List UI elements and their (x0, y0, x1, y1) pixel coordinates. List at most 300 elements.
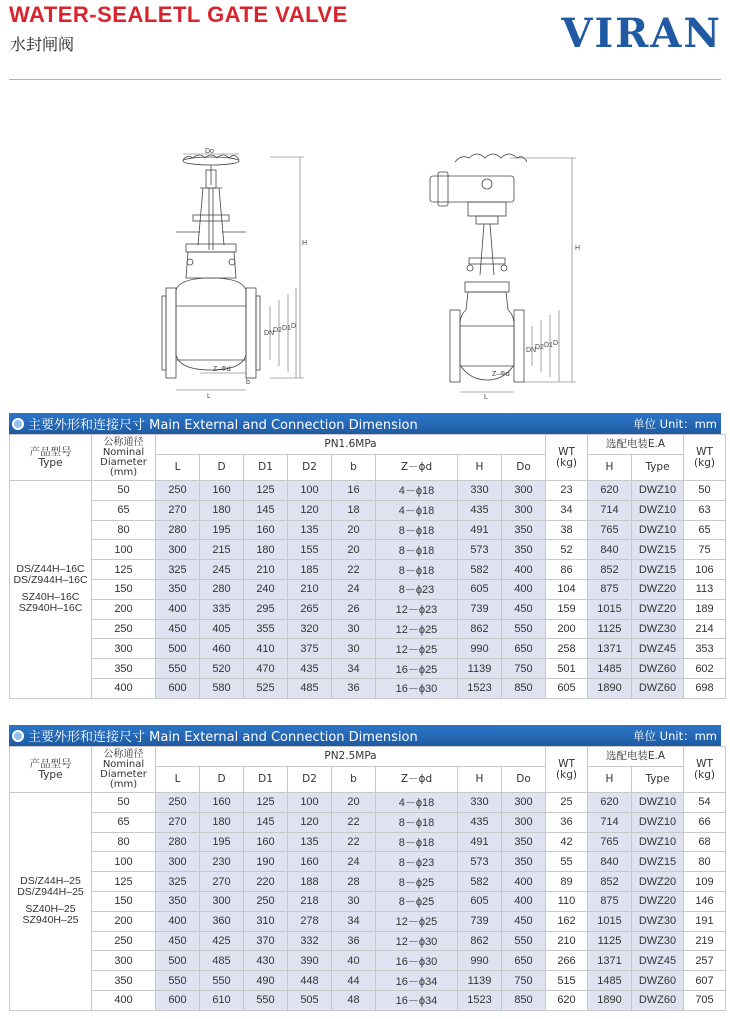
col-dn-dn_zh: 公称通径 (103, 436, 144, 448)
table-cell: 12－ϕ23 (376, 599, 458, 619)
table-row (10, 599, 726, 619)
table-cell: 450 (502, 599, 546, 619)
table-cell: 852 (588, 560, 632, 580)
col-weight2-label: WT (696, 757, 713, 770)
table-cell: 16－ϕ34 (376, 990, 458, 1010)
col-dn-dn_en2: Diameter (100, 768, 147, 780)
col-weight2-label: WT (696, 445, 713, 458)
col-act-1: Type (632, 455, 684, 481)
table-cell: 280 (156, 520, 200, 540)
table-cell: 573 (458, 852, 502, 872)
table-cell: 525 (244, 678, 288, 698)
table-cell: 8－ϕ18 (376, 560, 458, 580)
type-line: DS/Z44H–25 (20, 875, 81, 888)
table-cell: 270 (156, 500, 200, 520)
col-weight (546, 435, 588, 481)
table-cell: 230 (200, 852, 244, 872)
table-cell: 605 (546, 678, 588, 698)
table-cell: 435 (458, 500, 502, 520)
table-cell: 320 (288, 619, 332, 639)
table-cell: 400 (502, 560, 546, 580)
table-cell: 714 (588, 500, 632, 520)
table-cell: 219 (684, 931, 726, 951)
type-line: SZ40H–25 (25, 903, 76, 916)
col-dim-6: H (458, 767, 502, 793)
info-circle-icon (12, 418, 24, 430)
table-cell: 54 (684, 793, 726, 813)
type-line: DS/Z44H–16C (16, 563, 85, 576)
table-row (10, 971, 726, 991)
table-row (10, 911, 726, 931)
table-cell: 739 (458, 911, 502, 931)
table-cell: DWZ30 (632, 931, 684, 951)
col-weight-actuated (684, 435, 726, 481)
table-cell: 104 (546, 579, 588, 599)
table-cell: 1523 (458, 990, 502, 1010)
table-cell: 490 (244, 971, 288, 991)
table-cell: 698 (684, 678, 726, 698)
dimension-table-pn25 (9, 725, 721, 1011)
table-cell: 505 (288, 990, 332, 1010)
table-cell: 501 (546, 659, 588, 679)
table-cell: 55 (546, 852, 588, 872)
table-cell: 400 (502, 872, 546, 892)
table-cell: 4－ϕ18 (376, 793, 458, 813)
table-cell: 550 (502, 619, 546, 639)
table-cell: 605 (458, 891, 502, 911)
type-line: SZ940H–16C (18, 602, 83, 615)
table-cell: 195 (200, 832, 244, 852)
table-cell: 75 (684, 540, 726, 560)
table-cell: 155 (288, 540, 332, 560)
table-cell: 50 (92, 481, 156, 501)
table-cell: 30 (332, 619, 376, 639)
table-cell: 1015 (588, 599, 632, 619)
label-do: Do (205, 148, 214, 155)
table-cell: 20 (332, 540, 376, 560)
table-cell: 400 (92, 990, 156, 1010)
table-cell: 491 (458, 832, 502, 852)
table-cell: 607 (684, 971, 726, 991)
header-row (10, 435, 726, 455)
table-cell: 610 (200, 990, 244, 1010)
table-row (10, 639, 726, 659)
col-act-0: H (588, 455, 632, 481)
table-cell: 185 (288, 560, 332, 580)
col-type (10, 747, 92, 793)
table-cell: 850 (502, 678, 546, 698)
table-cell: 300 (156, 540, 200, 560)
table-cell: 125 (244, 793, 288, 813)
col-nominal-diameter (92, 435, 156, 481)
table-row (10, 520, 726, 540)
table-cell: 135 (288, 520, 332, 540)
table-cell: 16 (332, 481, 376, 501)
table-cell: 425 (200, 931, 244, 951)
info-circle-icon (12, 730, 24, 742)
table-cell: 250 (156, 481, 200, 501)
table-cell: 400 (156, 911, 200, 931)
table-cell: 280 (156, 832, 200, 852)
table-cell: 1015 (588, 911, 632, 931)
table-cell: 300 (502, 500, 546, 520)
table-cell: 620 (588, 793, 632, 813)
col-dim-7: Do (502, 455, 546, 481)
table-cell: DWZ45 (632, 951, 684, 971)
table-cell: 38 (546, 520, 588, 540)
col-type-zh: 产品型号 (29, 757, 72, 770)
col-dn-dn_unit: (mm) (109, 466, 138, 478)
col-act-0: H (588, 767, 632, 793)
table-cell: 8－ϕ18 (376, 832, 458, 852)
table-cell: 48 (332, 990, 376, 1010)
table-cell: 25 (546, 793, 588, 813)
table-row (10, 560, 726, 580)
table-cell: DWZ20 (632, 891, 684, 911)
table-row (10, 812, 726, 832)
table-cell: 448 (288, 971, 332, 991)
table-cell: 80 (92, 832, 156, 852)
table-cell: 8－ϕ23 (376, 579, 458, 599)
table-cell: 405 (200, 619, 244, 639)
table-cell: 705 (684, 990, 726, 1010)
col-dim-3: D2 (288, 455, 332, 481)
table-cell: 520 (200, 659, 244, 679)
table-cell: 739 (458, 599, 502, 619)
table-cell: 990 (458, 639, 502, 659)
table-cell: 52 (546, 540, 588, 560)
table-cell: 295 (244, 599, 288, 619)
table-cell: 410 (244, 639, 288, 659)
table-cell: DWZ60 (632, 971, 684, 991)
col-type-en: Type (38, 456, 63, 469)
table-cell: DWZ20 (632, 599, 684, 619)
col-weight-label: WT (558, 757, 575, 770)
table-cell: 350 (502, 540, 546, 560)
type-cell (10, 793, 92, 1011)
table-cell: 765 (588, 832, 632, 852)
table-cell: 470 (244, 659, 288, 679)
table-cell: 8－ϕ23 (376, 852, 458, 872)
table-unit: 单位 Unit：mm (633, 728, 717, 743)
table-cell: 400 (92, 678, 156, 698)
table-cell: DWZ10 (632, 832, 684, 852)
table-cell: 100 (288, 793, 332, 813)
col-pressure: PN1.6MPa (156, 435, 546, 455)
col-dim-2: D1 (244, 767, 288, 793)
col-nominal-diameter (92, 747, 156, 793)
table-row (10, 872, 726, 892)
table-cell: 145 (244, 812, 288, 832)
label-d-2: D (553, 340, 559, 347)
col-type (10, 435, 92, 481)
table-cell: 245 (200, 560, 244, 580)
table-cell: 36 (546, 812, 588, 832)
table-row (10, 832, 726, 852)
table-cell: 191 (684, 911, 726, 931)
table-cell: 270 (200, 872, 244, 892)
table-cell: 160 (200, 481, 244, 501)
table-row (10, 619, 726, 639)
table-cell: 840 (588, 852, 632, 872)
dimension-table (9, 746, 726, 1011)
table-cell: 113 (684, 579, 726, 599)
table-cell: 1485 (588, 659, 632, 679)
product-title-zh: 水封闸阀 (10, 35, 75, 54)
table-cell: 620 (588, 481, 632, 501)
table-cell: 26 (332, 599, 376, 619)
table-cell: 215 (200, 540, 244, 560)
table-cell: 280 (200, 579, 244, 599)
table-row (10, 951, 726, 971)
table-cell: 30 (332, 639, 376, 659)
col-dim-6: H (458, 455, 502, 481)
table-cell: DWZ30 (632, 911, 684, 931)
table-title-bar (9, 725, 721, 746)
table-cell: DWZ60 (632, 990, 684, 1010)
label-l: L (207, 393, 211, 400)
table-cell: 240 (244, 579, 288, 599)
table-cell: 1125 (588, 619, 632, 639)
label-h-2: H (575, 245, 581, 252)
table-cell: 214 (684, 619, 726, 639)
col-weight2-unit: (kg) (694, 768, 715, 781)
col-type-en: Type (38, 768, 63, 781)
table-cell: 65 (684, 520, 726, 540)
table-cell: 20 (332, 793, 376, 813)
table-cell: 650 (502, 951, 546, 971)
table-cell: 150 (92, 891, 156, 911)
label-d1: D1 (282, 325, 291, 332)
table-cell: 188 (288, 872, 332, 892)
table-cell: 23 (546, 481, 588, 501)
table-cell: 750 (502, 971, 546, 991)
table-cell: 300 (156, 852, 200, 872)
table-cell: 89 (546, 872, 588, 892)
table-cell: 485 (200, 951, 244, 971)
table-cell: 350 (502, 852, 546, 872)
table-cell: 36 (332, 678, 376, 698)
table-cell: 22 (332, 560, 376, 580)
table-cell: 300 (92, 639, 156, 659)
table-cell: 34 (546, 500, 588, 520)
table-cell: DWZ10 (632, 481, 684, 501)
table-cell: DWZ10 (632, 812, 684, 832)
col-type-zh: 产品型号 (29, 445, 72, 458)
table-cell: 332 (288, 931, 332, 951)
table-cell: 16－ϕ30 (376, 951, 458, 971)
table-cell: 460 (200, 639, 244, 659)
table-cell: 109 (684, 872, 726, 892)
table-cell: 220 (244, 872, 288, 892)
col-dim-1: D (200, 455, 244, 481)
col-dim-1: D (200, 767, 244, 793)
table-cell: 250 (156, 793, 200, 813)
table-cell: 325 (156, 560, 200, 580)
table-cell: 16－ϕ30 (376, 678, 458, 698)
table-title-bar (9, 413, 721, 434)
table-cell: 435 (458, 812, 502, 832)
table-cell: 582 (458, 560, 502, 580)
table-cell: DWZ10 (632, 500, 684, 520)
electric-valve-drawing (430, 154, 580, 400)
table-cell: DWZ60 (632, 678, 684, 698)
table-cell: 100 (288, 481, 332, 501)
table-cell: 765 (588, 520, 632, 540)
label-z-2: Z–Φd (492, 371, 510, 378)
table-cell: 400 (502, 891, 546, 911)
table-cell: 150 (92, 579, 156, 599)
table-cell: 200 (92, 599, 156, 619)
table-cell: 573 (458, 540, 502, 560)
table-cell: 1523 (458, 678, 502, 698)
table-cell: 22 (332, 812, 376, 832)
col-weight-label: WT (558, 445, 575, 458)
label-d: D (291, 323, 297, 330)
table-cell: 20 (332, 520, 376, 540)
table-cell: DWZ30 (632, 619, 684, 639)
table-cell: 160 (244, 520, 288, 540)
table-cell: 50 (92, 793, 156, 813)
table-cell: 852 (588, 872, 632, 892)
table-cell: DWZ20 (632, 872, 684, 892)
table-cell: 135 (288, 832, 332, 852)
table-cell: DWZ15 (632, 560, 684, 580)
table-cell: 875 (588, 579, 632, 599)
col-dim-2: D1 (244, 455, 288, 481)
table-cell: 355 (244, 619, 288, 639)
table-cell: 350 (156, 891, 200, 911)
table-row (10, 891, 726, 911)
table-cell: 1890 (588, 678, 632, 698)
header-row (10, 747, 726, 767)
label-d2-2: D2 (535, 344, 544, 351)
table-cell: 12－ϕ30 (376, 931, 458, 951)
table-cell: 180 (244, 540, 288, 560)
table-cell: 159 (546, 599, 588, 619)
table-cell: 22 (332, 832, 376, 852)
table-cell: 8－ϕ18 (376, 540, 458, 560)
table-cell: 400 (502, 579, 546, 599)
col-dim-5: Z－ϕd (376, 767, 458, 793)
table-cell: 862 (458, 931, 502, 951)
table-cell: 120 (288, 500, 332, 520)
table-cell: 160 (288, 852, 332, 872)
table-cell: 100 (92, 540, 156, 560)
table-cell: 195 (200, 520, 244, 540)
table-cell: 360 (200, 911, 244, 931)
table-row (10, 990, 726, 1010)
table-cell: 44 (332, 971, 376, 991)
table-cell: DWZ10 (632, 793, 684, 813)
table-cell: 218 (288, 891, 332, 911)
table-cell: 500 (156, 951, 200, 971)
table-cell: 65 (92, 812, 156, 832)
label-d1-2: D1 (544, 342, 553, 349)
table-cell: 430 (244, 951, 288, 971)
table-cell: 36 (332, 931, 376, 951)
table-cell: 50 (684, 481, 726, 501)
table-cell: 300 (92, 951, 156, 971)
col-dn-dn_zh: 公称通径 (103, 748, 144, 760)
table-cell: 210 (288, 579, 332, 599)
col-weight-actuated (684, 747, 726, 793)
table-cell: 210 (244, 560, 288, 580)
label-dn-2: DN (526, 347, 537, 354)
valve-drawings (0, 140, 730, 400)
label-b: b (246, 379, 250, 386)
table-cell: 30 (332, 891, 376, 911)
table-cell: 125 (92, 872, 156, 892)
table-cell: 12－ϕ25 (376, 619, 458, 639)
table-row (10, 931, 726, 951)
col-dim-7: Do (502, 767, 546, 793)
table-cell: 602 (684, 659, 726, 679)
table-cell: 310 (244, 911, 288, 931)
table-cell: 605 (458, 579, 502, 599)
table-cell: 714 (588, 812, 632, 832)
table-cell: 42 (546, 832, 588, 852)
col-dn-dn_unit: (mm) (109, 778, 138, 790)
table-cell: 190 (244, 852, 288, 872)
table-cell: 24 (332, 579, 376, 599)
table-cell: 4－ϕ18 (376, 481, 458, 501)
table-cell: 335 (200, 599, 244, 619)
table-cell: 68 (684, 832, 726, 852)
table-cell: 110 (546, 891, 588, 911)
table-cell: 491 (458, 520, 502, 540)
col-weight (546, 747, 588, 793)
table-cell: 65 (92, 500, 156, 520)
table-cell: 550 (156, 971, 200, 991)
label-z: Z–Φd (213, 366, 231, 373)
table-cell: 435 (288, 659, 332, 679)
table-cell: 990 (458, 951, 502, 971)
table-cell: 200 (546, 619, 588, 639)
dimension-table-pn16 (9, 413, 721, 699)
table-cell: 18 (332, 500, 376, 520)
col-weight2-unit: (kg) (694, 456, 715, 469)
table-cell: 330 (458, 481, 502, 501)
table-row (10, 793, 726, 813)
col-act-1: Type (632, 767, 684, 793)
table-cell: 162 (546, 911, 588, 931)
table-cell: 550 (156, 659, 200, 679)
table-cell: 8－ϕ25 (376, 872, 458, 892)
table-cell: 34 (332, 659, 376, 679)
table-cell: DWZ45 (632, 639, 684, 659)
table-cell: 350 (92, 971, 156, 991)
table-cell: 160 (244, 832, 288, 852)
table-cell: 66 (684, 812, 726, 832)
table-cell: 4－ϕ18 (376, 500, 458, 520)
manual-valve-drawing (162, 148, 307, 400)
table-cell: 1371 (588, 639, 632, 659)
col-dn-dn_en2: Diameter (100, 456, 147, 468)
type-line: DS/Z944H–16C (13, 574, 88, 587)
table-cell: DWZ15 (632, 540, 684, 560)
table-cell: 600 (156, 678, 200, 698)
table-cell: 28 (332, 872, 376, 892)
table-unit: 单位 Unit：mm (633, 416, 717, 431)
table-row (10, 579, 726, 599)
table-cell: 146 (684, 891, 726, 911)
table-cell: 450 (156, 619, 200, 639)
header-divider (9, 79, 721, 80)
table-cell: 106 (684, 560, 726, 580)
table-cell: 500 (156, 639, 200, 659)
table-cell: 160 (200, 793, 244, 813)
